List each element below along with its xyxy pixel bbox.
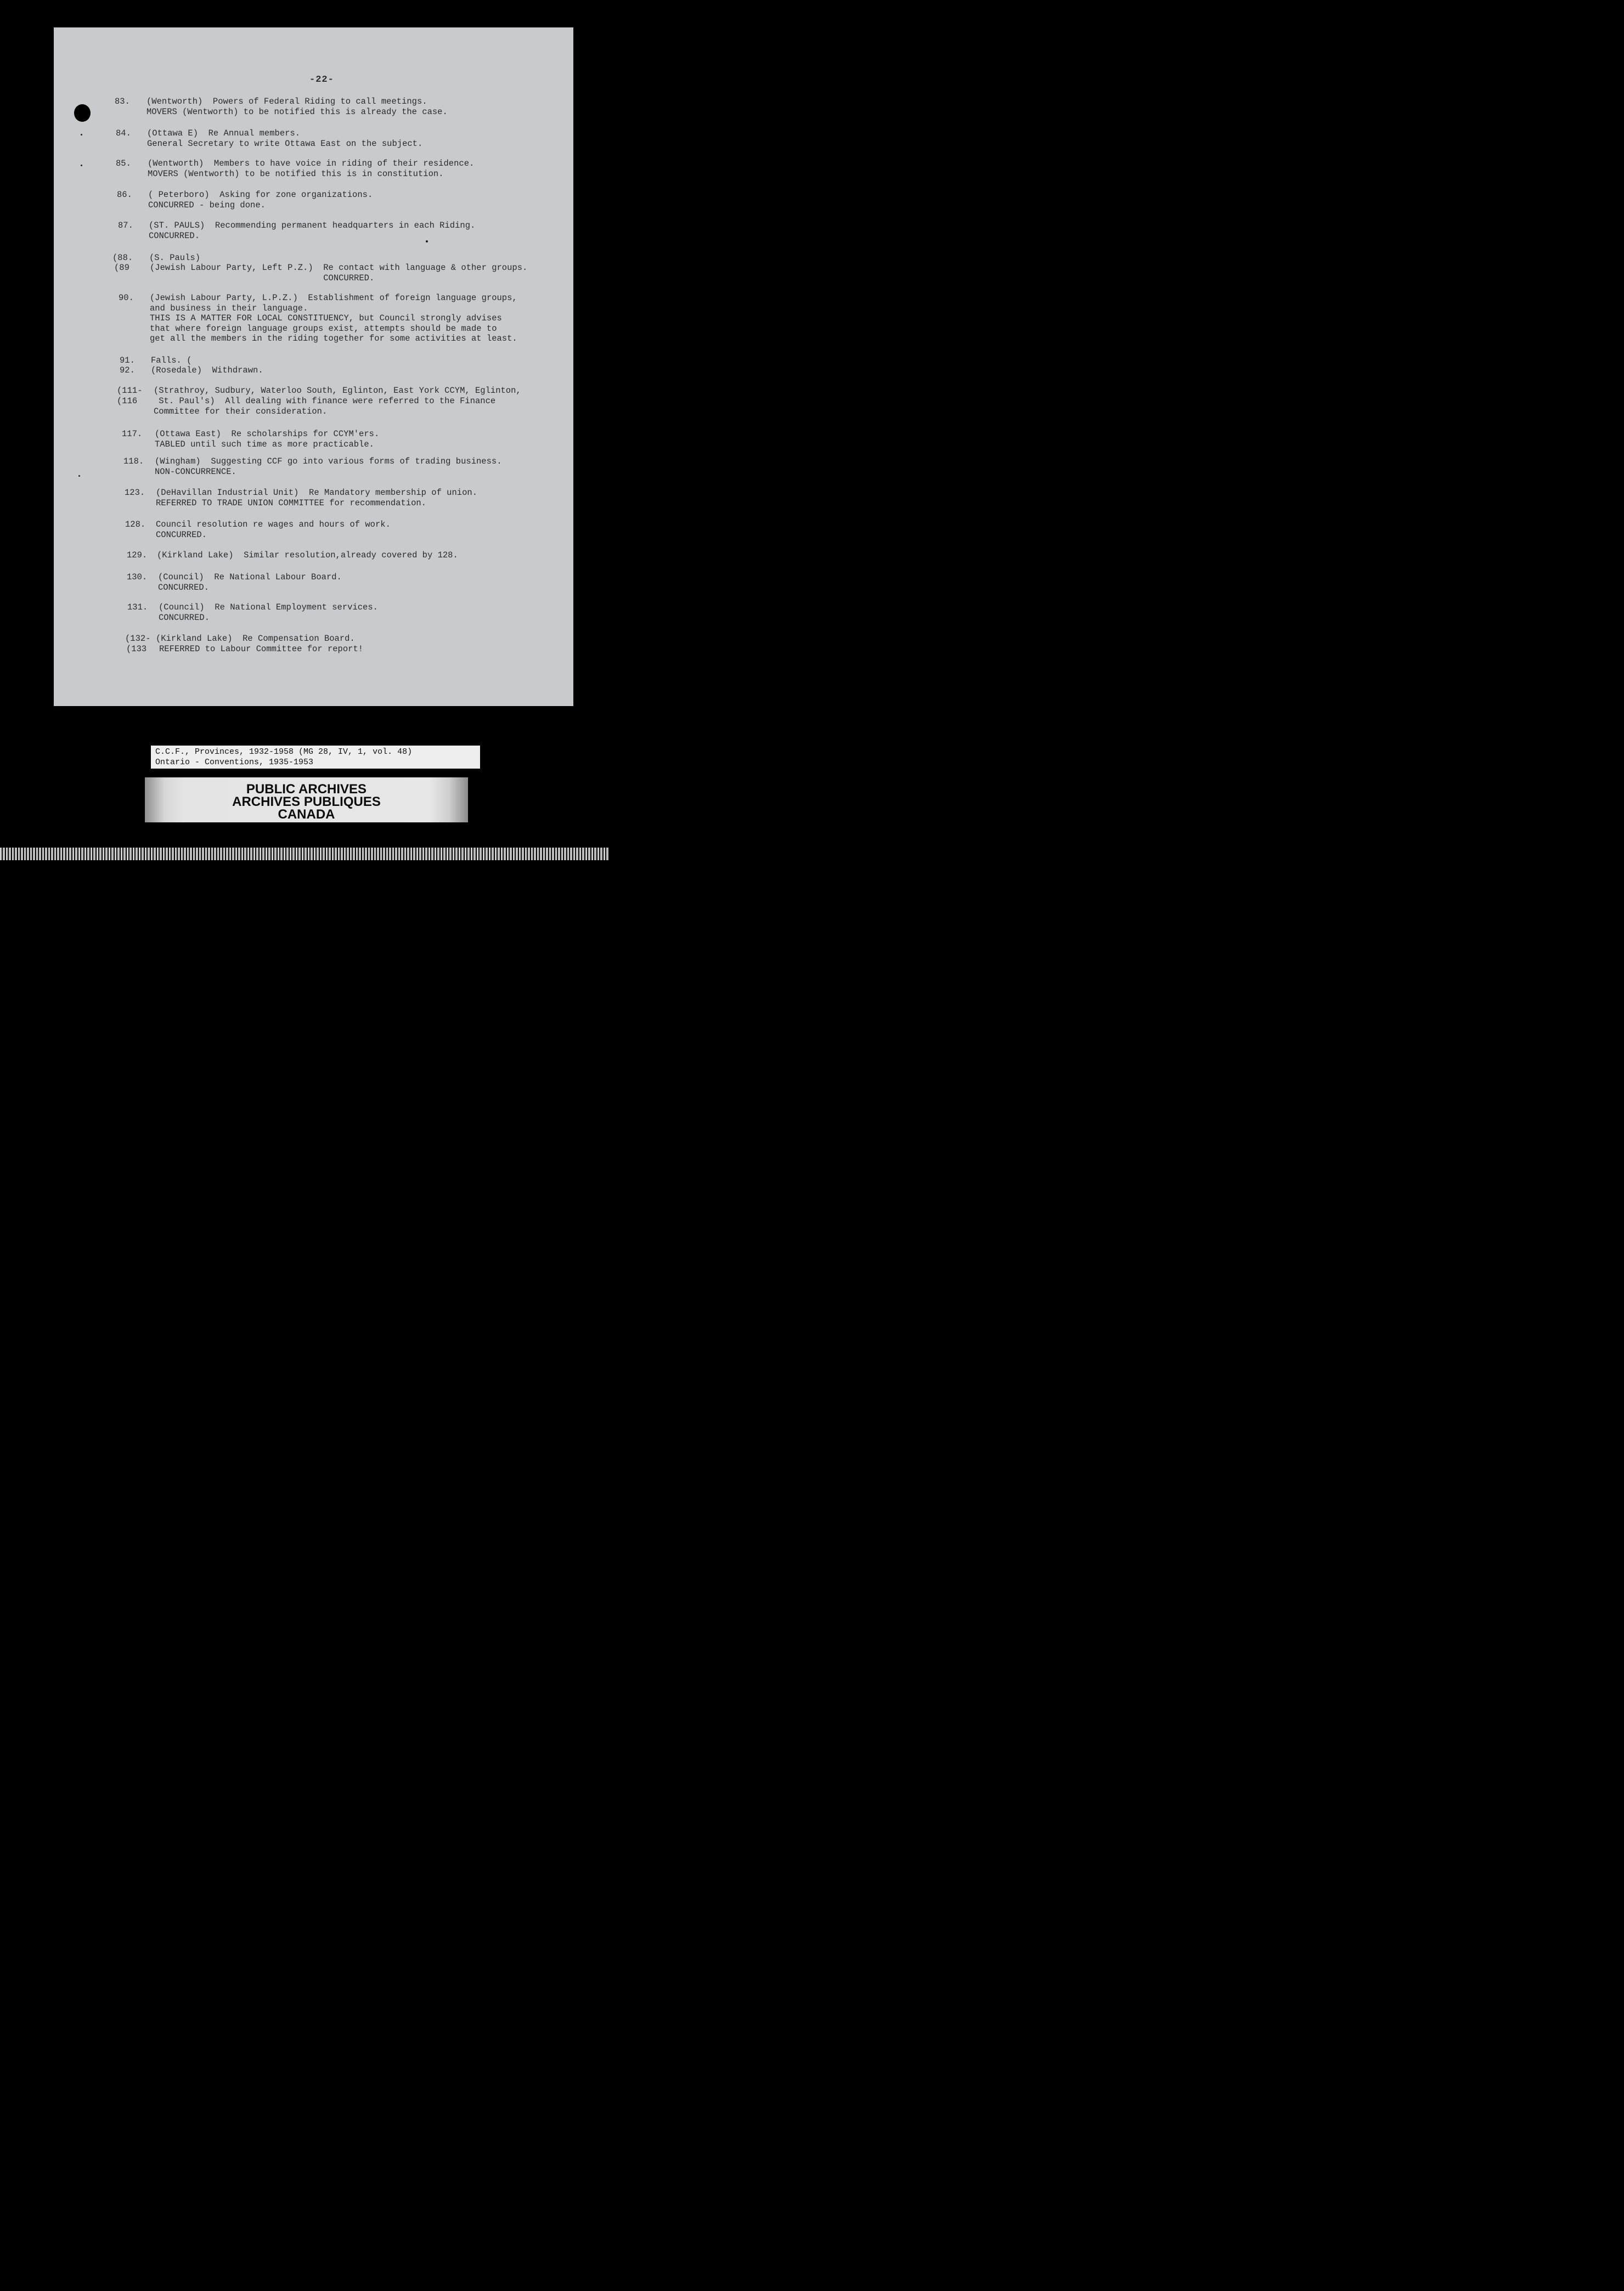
resolution-line: MOVERS (Wentworth) to be notified this is in constitution. — [148, 168, 444, 179]
resolution-text — [155, 456, 502, 477]
resolution-line: that where foreign language groups exist, attempts should be made to — [150, 323, 497, 334]
page-number: -22- — [309, 75, 334, 85]
resolution-line: (Wentworth) Members to have voice in riding of their residence. — [148, 159, 475, 168]
resolution-text — [154, 386, 521, 396]
resolution-line: (Jewish Labour Party, Left P.Z.) Re contact with language & other groups. — [150, 263, 528, 273]
resolution-number: 90. — [119, 293, 134, 303]
resolution-line: Council resolution re wages and hours of work. — [156, 520, 391, 529]
resolution-line: General Secretary to write Ottawa East on the subject. — [147, 138, 423, 149]
resolution-number: 91. — [120, 356, 135, 365]
resolution-line: CONCURRED. — [159, 612, 210, 623]
resolution-number: 129. — [127, 550, 148, 560]
resolution-text — [150, 263, 527, 283]
resolution-text — [146, 97, 448, 117]
resolution-line: (Kirkland Lake) Similar resolution,already covered by 128. — [157, 550, 458, 560]
stamp-line-3: CANADA — [278, 807, 335, 822]
archive-reference-line-1: C.C.F., Provinces, 1932-1958 (MG 28, IV, 1, vol. 48) — [155, 747, 413, 757]
resolution-line: Committee for their consideration. — [154, 406, 328, 416]
resolution-line: CONCURRED. — [149, 230, 200, 241]
resolution-number: 92. — [120, 365, 135, 375]
resolution-line: (DeHavillan Industrial Unit) Re Mandatory membership of union. — [156, 488, 477, 498]
stamp-line-2: ARCHIVES PUBLIQUES — [232, 794, 381, 809]
resolution-text — [159, 602, 378, 623]
resolution-line: TABLED until such time as more practicable. — [155, 439, 374, 449]
resolution-text — [156, 634, 355, 644]
resolution-line: CONCURRED - being done. — [148, 200, 266, 210]
resolution-number: 118. — [123, 456, 144, 466]
resolution-number: 117. — [122, 429, 143, 439]
resolution-line: (Council) Re National Employment services. — [159, 602, 378, 612]
resolution-text — [157, 550, 458, 561]
resolution-number: (88. — [112, 253, 133, 263]
resolution-line: NON-CONCURRENCE. — [155, 466, 236, 477]
resolution-text — [148, 190, 373, 210]
resolution-line: Falls. ( — [151, 356, 192, 365]
resolution-number: 123. — [125, 488, 145, 498]
archive-reference-line-2: Ontario - Conventions, 1935-1953 — [155, 758, 314, 767]
resolution-number: (89 — [114, 263, 129, 273]
resolution-number: 83. — [115, 97, 130, 106]
resolution-number: 131. — [127, 602, 148, 612]
resolution-text — [150, 293, 517, 344]
resolution-line: (Council) Re National Labour Board. — [158, 572, 342, 582]
resolution-line: (S. Pauls) — [149, 253, 201, 263]
resolution-text — [149, 253, 200, 263]
resolution-line: (Strathroy, Sudbury, Waterloo South, Eglinton, East York CCYM, Eglinton, — [154, 386, 521, 396]
film-edge-strip — [0, 848, 610, 860]
resolution-line: St. Paul's) All dealing with finance were referred to the Finance — [154, 396, 496, 406]
resolution-text — [159, 644, 363, 654]
resolution-text — [156, 520, 391, 540]
stamp-line-1: PUBLIC ARCHIVES — [246, 782, 367, 797]
resolution-line: (Jewish Labour Party, L.P.Z.) Establishment of foreign language groups, — [150, 293, 517, 303]
resolution-line: (Wingham) Suggesting CCF go into various forms of trading business. — [155, 456, 502, 466]
resolution-number: 130. — [127, 572, 148, 582]
resolution-number: 87. — [118, 221, 133, 230]
speck — [81, 165, 82, 166]
resolution-number: (132- — [125, 634, 151, 644]
resolution-line: ( Peterboro) Asking for zone organizations. — [148, 190, 373, 200]
archive-reference-label — [151, 746, 480, 769]
resolution-text — [156, 488, 477, 508]
resolution-line: (ST. PAULS) Recommending permanent headquarters in each Riding. — [149, 221, 476, 230]
resolution-text — [151, 356, 191, 366]
resolution-line: (Rosedale) Withdrawn. — [151, 365, 263, 375]
resolution-text — [155, 429, 379, 449]
public-archives-stamp — [145, 777, 468, 822]
resolution-line: (Ottawa E) Re Annual members. — [147, 128, 301, 138]
resolution-line: get all the members in the riding together for some activities at least. — [150, 334, 517, 344]
resolution-line: (Ottawa East) Re scholarships for CCYM'ers. — [155, 429, 380, 439]
resolution-line: CONCURRED. — [150, 273, 375, 283]
resolution-line: CONCURRED. — [158, 582, 210, 592]
resolution-number: 86. — [117, 190, 132, 200]
resolution-number: 128. — [125, 520, 146, 529]
resolution-line: and business in their language. — [150, 303, 308, 313]
resolution-line: CONCURRED. — [156, 529, 207, 540]
resolution-number: (111- — [117, 386, 143, 396]
resolution-line: REFERRED to Labour Committee for report! — [159, 644, 364, 654]
resolution-number: (133 — [126, 644, 147, 654]
speck — [81, 134, 82, 136]
resolution-text — [148, 159, 474, 179]
resolution-number: 84. — [116, 128, 131, 138]
resolution-line: REFERRED TO TRADE UNION COMMITTEE for recommendation. — [156, 498, 426, 508]
resolution-line: MOVERS (Wentworth) to be notified this is already the case. — [146, 106, 448, 117]
resolution-text — [154, 396, 495, 416]
resolution-number: 85. — [116, 159, 131, 168]
speck — [78, 475, 80, 477]
resolution-line: (Kirkland Lake) Re Compensation Board. — [156, 634, 355, 644]
resolution-number: (116 — [117, 396, 138, 406]
resolution-text — [158, 572, 342, 592]
resolution-text — [151, 365, 263, 376]
resolution-text — [149, 221, 475, 241]
resolution-line: (Wentworth) Powers of Federal Riding to call meetings. — [146, 97, 427, 106]
punch-hole — [74, 104, 91, 122]
resolution-text — [147, 128, 422, 149]
resolution-line: THIS IS A MATTER FOR LOCAL CONSTITUENCY, but Council strongly advises — [150, 313, 502, 324]
